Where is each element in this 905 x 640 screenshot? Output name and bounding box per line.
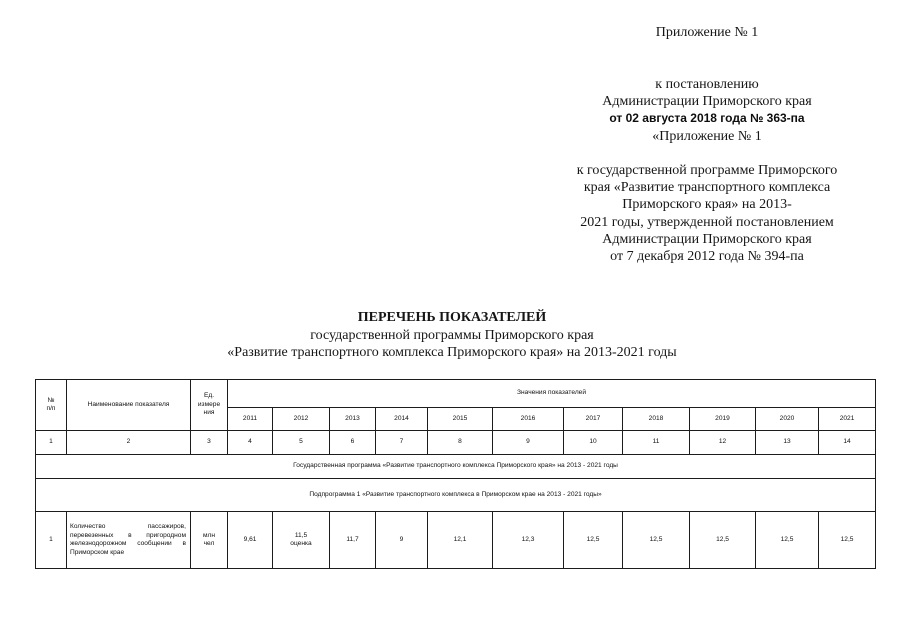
header-unit-line: ния bbox=[203, 409, 215, 417]
column-number: 12 bbox=[690, 431, 756, 455]
row-unit-line: чел bbox=[203, 540, 215, 547]
column-number: 3 bbox=[191, 431, 228, 455]
row-value: 12,5 bbox=[690, 512, 756, 569]
header-number-abbr: п/п bbox=[46, 405, 56, 412]
program-ref-line: Администрации Приморского края bbox=[602, 231, 812, 247]
row-value bbox=[273, 512, 330, 569]
decree-reference bbox=[557, 76, 857, 145]
quoted-appendix-label: «Приложение № 1 bbox=[652, 128, 762, 144]
header-number-cell bbox=[36, 380, 67, 431]
decree-line-2: Администрации Приморского края bbox=[602, 94, 812, 110]
indicators-table bbox=[35, 379, 876, 569]
program-reference bbox=[557, 162, 857, 265]
column-number: 9 bbox=[493, 431, 564, 455]
column-number: 4 bbox=[228, 431, 273, 455]
year-header: 2014 bbox=[376, 408, 428, 431]
header-values: Значения показателей bbox=[228, 380, 876, 408]
row-value: 12,5 bbox=[623, 512, 690, 569]
column-number: 2 bbox=[67, 431, 191, 455]
header-indicator-name: Наименование показателя bbox=[67, 380, 191, 431]
program-ref-line: к государственной программе Приморского bbox=[576, 163, 838, 178]
row-value-number: 11,5 bbox=[294, 531, 308, 539]
row-unit-line: млн bbox=[202, 531, 216, 539]
year-header: 2017 bbox=[564, 408, 623, 431]
column-number: 5 bbox=[273, 431, 330, 455]
program-ref-line: края «Развитие транспортного комплекса bbox=[583, 180, 831, 196]
appendix-label: Приложение № 1 bbox=[655, 25, 759, 41]
table-header-row bbox=[36, 380, 876, 408]
header-unit-line: Ед. bbox=[203, 392, 215, 400]
table-row bbox=[36, 512, 876, 569]
program-section-title: Государственная программа «Развитие транспортного комплекса Приморского края» на 2013 - 2021 годы bbox=[36, 455, 876, 479]
program-ref-line: Приморского края» на 2013- bbox=[622, 197, 792, 213]
row-value: 11,7 bbox=[330, 512, 376, 569]
column-number: 11 bbox=[623, 431, 690, 455]
column-number: 7 bbox=[376, 431, 428, 455]
row-value: 12,1 bbox=[428, 512, 493, 569]
year-header: 2021 bbox=[819, 408, 876, 431]
row-value: 9 bbox=[376, 512, 428, 569]
title-subtitle-1: государственной программы Приморского края bbox=[310, 327, 594, 343]
document-title bbox=[102, 309, 802, 362]
column-numbers-row bbox=[36, 431, 876, 455]
column-number: 10 bbox=[564, 431, 623, 455]
year-header: 2018 bbox=[623, 408, 690, 431]
year-header: 2016 bbox=[493, 408, 564, 431]
row-indicator-name: Количество пассажиров, перевезенных в пригородном железнодорожном сообщении в Приморском крае bbox=[67, 512, 191, 569]
row-value: 9,61 bbox=[228, 512, 273, 569]
year-header: 2015 bbox=[428, 408, 493, 431]
row-value-note: оценка bbox=[290, 540, 312, 547]
title-subtitle-2: «Развитие транспортного комплекса Приморского края» на 2013-2021 годы bbox=[227, 345, 677, 360]
subprogram-section-row bbox=[36, 479, 876, 512]
year-header: 2011 bbox=[228, 408, 273, 431]
decree-date-number: от 02 августа 2018 года № 363-па bbox=[609, 111, 805, 126]
program-ref-line: 2021 годы, утвержденной постановлением bbox=[580, 214, 834, 230]
column-number: 14 bbox=[819, 431, 876, 455]
decree-line-1: к постановлению bbox=[655, 77, 759, 92]
row-value: 12,5 bbox=[564, 512, 623, 569]
row-value: 12,5 bbox=[756, 512, 819, 569]
row-value: 12,3 bbox=[493, 512, 564, 569]
header-number-symbol: № bbox=[47, 396, 55, 404]
column-number: 13 bbox=[756, 431, 819, 455]
header-unit-line: измере bbox=[197, 400, 221, 408]
header-unit-cell bbox=[191, 380, 228, 431]
year-header: 2019 bbox=[690, 408, 756, 431]
subprogram-section-title: Подпрограмма 1 «Развитие транспортного комплекса в Приморском крае на 2013 - 2021 годы» bbox=[36, 479, 876, 512]
column-number: 1 bbox=[36, 431, 67, 455]
program-ref-line: от 7 декабря 2012 года № 394-па bbox=[610, 249, 804, 265]
year-header: 2012 bbox=[273, 408, 330, 431]
year-header: 2020 bbox=[756, 408, 819, 431]
row-value: 12,5 bbox=[819, 512, 876, 569]
title-heading: ПЕРЕЧЕНЬ ПОКАЗАТЕЛЕЙ bbox=[357, 310, 547, 325]
year-header: 2013 bbox=[330, 408, 376, 431]
column-number: 8 bbox=[428, 431, 493, 455]
program-section-row bbox=[36, 455, 876, 479]
appendix-label-block bbox=[557, 24, 857, 41]
column-number: 6 bbox=[330, 431, 376, 455]
row-number: 1 bbox=[36, 512, 67, 569]
row-unit bbox=[191, 512, 228, 569]
